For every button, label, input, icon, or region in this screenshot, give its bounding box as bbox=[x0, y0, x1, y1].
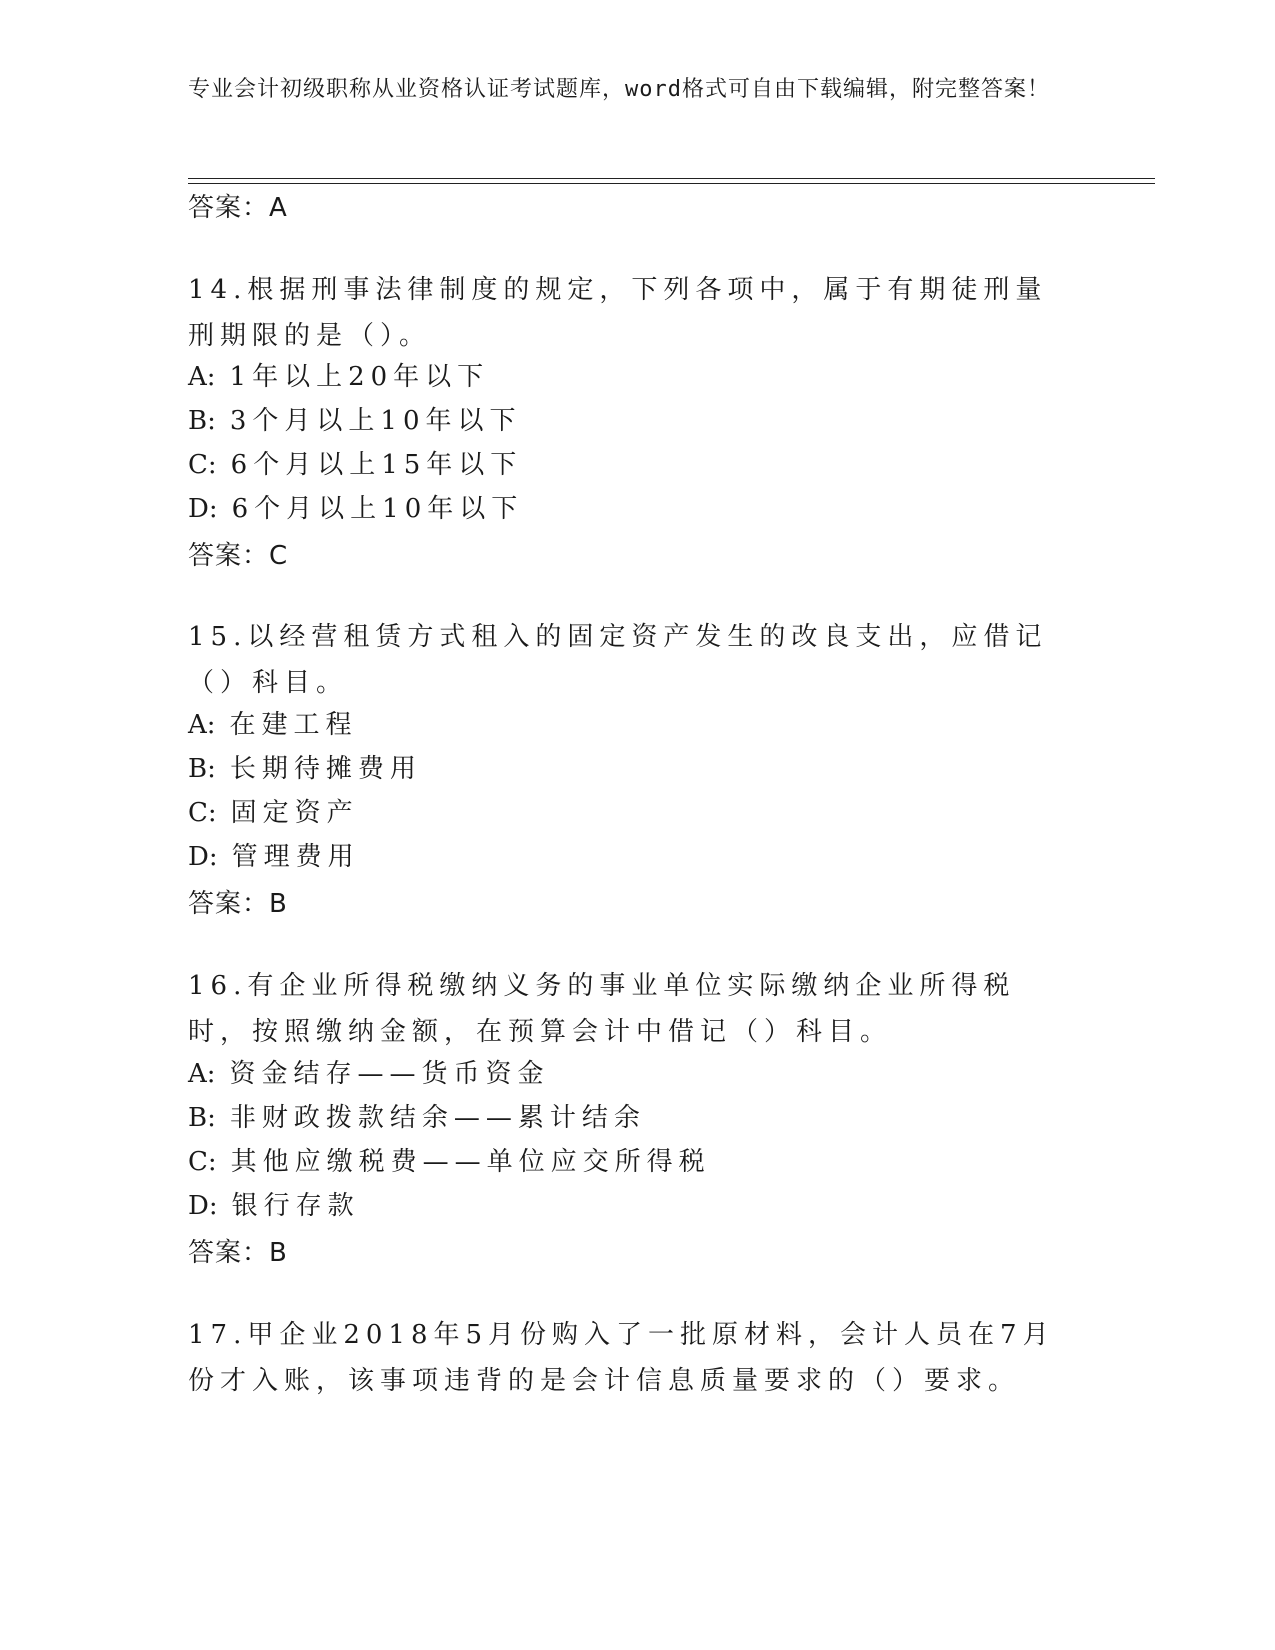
question-17-text: 17.甲企业2018年5月份购入了一批原材料，会计人员在7月份才入账，该事项违背的是会计信息质量要求的（）要求。 bbox=[188, 1320, 1055, 1396]
option-label: D: bbox=[188, 494, 218, 524]
option-label: B: bbox=[188, 1103, 216, 1133]
question-15-option-c bbox=[188, 796, 1078, 830]
question-14-option-d bbox=[188, 492, 1078, 526]
option-label: C: bbox=[188, 798, 217, 828]
option-text: 管理费用 bbox=[231, 842, 360, 872]
option-text: 其他应缴税费——单位应交所得税 bbox=[230, 1147, 711, 1177]
question-15-option-a bbox=[188, 708, 1078, 742]
page-header-text: 专业会计初级职称从业资格认证考试题库，word格式可自由下载编辑，附完整答案！ bbox=[188, 77, 1050, 102]
header-divider-top bbox=[188, 178, 1155, 179]
option-text: 3个月以上10年以下 bbox=[229, 406, 522, 436]
option-text: 6个月以上15年以下 bbox=[230, 450, 523, 480]
question-16-option-d bbox=[188, 1189, 1078, 1223]
question-14-text: 14.根据刑事法律制度的规定，下列各项中，属于有期徒刑量刑期限的是（）。 bbox=[188, 275, 1048, 351]
question-14-option-a bbox=[188, 360, 1078, 394]
option-label: B: bbox=[188, 754, 216, 784]
option-label: A: bbox=[188, 710, 216, 740]
option-label: D: bbox=[188, 1191, 218, 1221]
option-text: 6个月以上10年以下 bbox=[231, 494, 524, 524]
option-label: A: bbox=[188, 362, 216, 392]
option-text: 银行存款 bbox=[231, 1191, 360, 1221]
question-16-option-a bbox=[188, 1057, 1078, 1091]
question-15-option-d bbox=[188, 840, 1078, 874]
question-16-answer: 答案：B bbox=[188, 1238, 288, 1268]
option-text: 1年以上20年以下 bbox=[229, 362, 490, 392]
question-15-answer: 答案：B bbox=[188, 889, 288, 919]
question-14-option-c bbox=[188, 448, 1078, 482]
question-15-option-b bbox=[188, 752, 1078, 786]
option-label: B: bbox=[188, 406, 216, 436]
option-label: C: bbox=[188, 1147, 217, 1177]
option-label: C: bbox=[188, 450, 217, 480]
option-text: 长期待摊费用 bbox=[229, 754, 422, 784]
question-16-option-c bbox=[188, 1145, 1078, 1179]
question-16-option-b bbox=[188, 1101, 1078, 1135]
question-14-answer: 答案：C bbox=[188, 541, 289, 571]
option-text: 非财政拨款结余——累计结余 bbox=[229, 1103, 646, 1133]
question-14-option-b bbox=[188, 404, 1078, 438]
header-divider-bottom bbox=[188, 183, 1155, 184]
option-text: 固定资产 bbox=[230, 798, 359, 828]
option-label: A: bbox=[188, 1059, 216, 1089]
option-text: 资金结存——货币资金 bbox=[229, 1059, 550, 1089]
question-16-text: 16.有企业所得税缴纳义务的事业单位实际缴纳企业所得税时，按照缴纳金额，在预算会计中借记（）科目。 bbox=[188, 971, 1016, 1047]
option-label: D: bbox=[188, 842, 218, 872]
question-15-text: 15.以经营租赁方式租入的固定资产发生的改良支出，应借记（）科目。 bbox=[188, 622, 1048, 698]
option-text: 在建工程 bbox=[229, 710, 358, 740]
previous-answer: 答案：A bbox=[188, 193, 288, 223]
